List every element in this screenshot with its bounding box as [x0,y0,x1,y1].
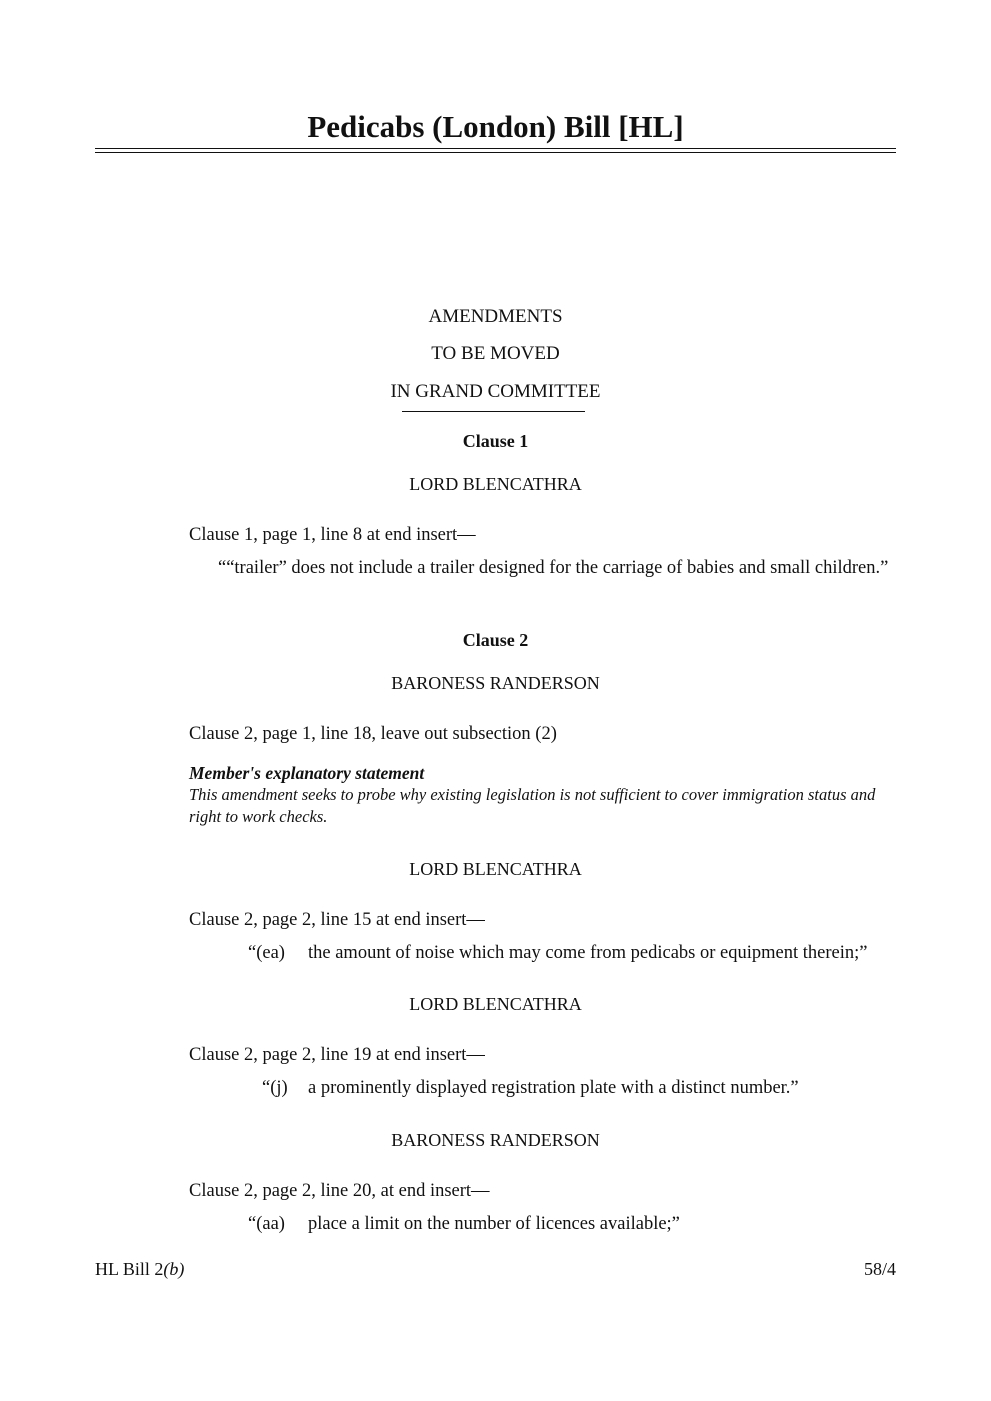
clause-1-heading: Clause 1 [462,431,529,451]
title-rule-top [95,148,896,149]
heading-amendments: AMENDMENTS [428,306,563,327]
heading-divider [402,411,585,412]
footer-bill-prefix: HL Bill 2 [95,1259,164,1279]
clause-1-member: LORD BLENCATHRA [409,474,582,494]
heading-to-be-moved: TO BE MOVED [431,343,560,364]
title-rule-bottom [95,152,896,153]
clause-2-heading: Clause 2 [462,630,529,650]
clause-1-inserted-text: ““trailer” does not include a trailer designed for the carriage of babies and small children.” [218,558,889,578]
clause-2-a3-tag: “(j) [262,1078,288,1098]
bill-title: Pedicabs (London) Bill [HL] [307,109,684,144]
clause-2-a1-member: BARONESS RANDERSON [391,673,600,693]
clause-2-a4-tag: “(aa) [248,1214,285,1234]
explanatory-statement-text: This amendment seeks to probe why existing legislation is not sufficient to cover immigration status and right to work checks. [189,785,876,826]
clause-2-a1-instruction: Clause 2, page 1, line 18, leave out subsection (2) [189,724,557,744]
footer-bill-number [95,1257,184,1281]
footer-page-ref: 58/4 [863,1259,896,1279]
clause-2-a2-instruction: Clause 2, page 2, line 15 at end insert— [189,910,485,930]
clause-2-a4-text: place a limit on the number of licences available;” [308,1214,680,1234]
clause-1-instruction: Clause 1, page 1, line 8 at end insert— [189,525,476,545]
clause-2-a3-text: a prominently displayed registration plate with a distinct number.” [308,1078,799,1098]
clause-2-a2-tag: “(ea) [248,943,285,963]
footer-bill-suffix: (b) [163,1259,185,1279]
clause-2-a4-member: BARONESS RANDERSON [391,1130,600,1150]
clause-2-a2-member: LORD BLENCATHRA [409,859,582,879]
clause-2-a4-instruction: Clause 2, page 2, line 20, at end insert— [189,1181,490,1201]
clause-2-a3-member: LORD BLENCATHRA [409,994,582,1014]
clause-2-a3-instruction: Clause 2, page 2, line 19 at end insert— [189,1045,485,1065]
heading-grand-committee: IN GRAND COMMITTEE [390,381,601,402]
explanatory-statement-heading: Member's explanatory statement [189,763,425,783]
clause-2-a2-text: the amount of noise which may come from pedicabs or equipment therein;” [308,943,868,963]
